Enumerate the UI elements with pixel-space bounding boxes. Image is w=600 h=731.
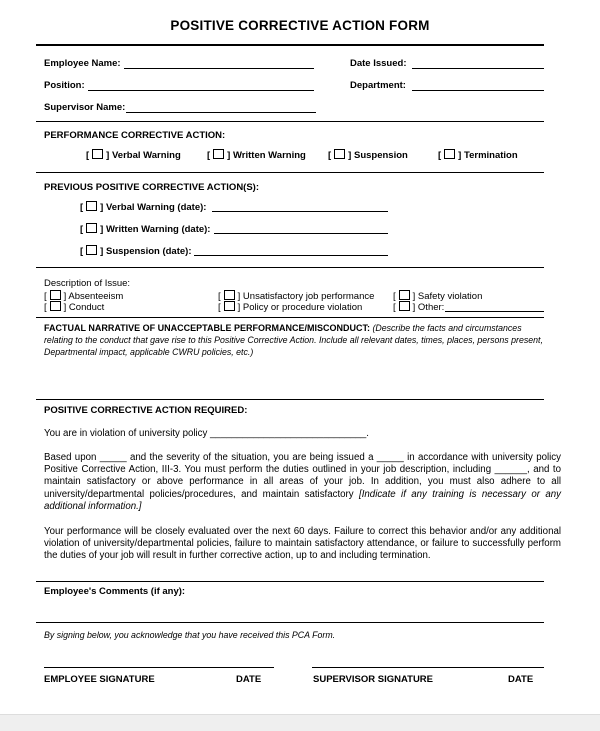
narrative-instructions-cont: circumstances relating to the conduct that gave rise to this Positive Corrective Action. Include all relevant dates, times, places, persons present, Departmental impact, applicable CWRU policies, etc.): [44, 323, 543, 357]
previous-suspension[interactable]: [ ] Suspension (date):: [80, 246, 192, 257]
checkbox[interactable]: [86, 223, 97, 233]
checkbox[interactable]: [92, 149, 103, 159]
paragraph-terms-note: [Indicate if any training is necessary or any additional information.]: [44, 488, 561, 512]
option-label: Termination: [463, 150, 518, 161]
checkbox[interactable]: [86, 245, 97, 255]
employee-date-label: DATE: [236, 674, 262, 685]
option-label: Written Warning: [232, 150, 306, 161]
issue-other-field[interactable]: [445, 301, 544, 312]
required-heading: POSITIVE CORRECTIVE ACTION REQUIRED:: [44, 405, 248, 416]
checkbox[interactable]: [86, 201, 97, 211]
supervisor-date-label: DATE: [508, 674, 534, 685]
checkbox[interactable]: [213, 149, 224, 159]
option-label: Policy or procedure violation: [242, 302, 363, 313]
option-label: Suspension: [353, 150, 408, 161]
paragraph-terms-text: Based upon _____ and the severity of the situation, you are being issued a _____ in accordance with university policy Positive Corrective Action, III-3. You must perform the duties outlined in your job description, including ______, and to maintain satisfactory or above performance in all areas of your job. In addition, you must also adhere to all university/departmental policies/procedures, and maintain satisfactory: [44, 452, 561, 500]
option-written-warning[interactable]: [ ] Written Warning: [207, 150, 306, 161]
checkbox[interactable]: [444, 149, 455, 159]
narrative-input-area[interactable]: [44, 362, 544, 398]
checkbox[interactable]: [399, 301, 410, 311]
supervisor-signature-line[interactable]: [312, 667, 544, 668]
divider: [36, 317, 544, 318]
position-field[interactable]: [88, 80, 314, 91]
issue-unsatisfactory-performance[interactable]: [ ] Unsatisfactory job performance: [218, 291, 375, 302]
violation-text: You are in violation of university policy: [44, 428, 208, 439]
divider: [36, 267, 544, 268]
acknowledgement-text: By signing below, you acknowledge that you have received this PCA Form.: [44, 630, 336, 640]
checkbox[interactable]: [399, 290, 410, 300]
previous-verbal-date-field[interactable]: [212, 201, 388, 212]
issue-other[interactable]: [ ] Other:: [393, 302, 445, 313]
performance-heading: PERFORMANCE CORRECTIVE ACTION:: [44, 130, 226, 141]
divider: [36, 44, 544, 46]
divider: [36, 172, 544, 173]
option-label: Absenteeism: [68, 291, 124, 302]
previous-suspension-date-field[interactable]: [194, 245, 388, 256]
option-label: Verbal Warning: [111, 150, 181, 161]
supervisor-name-label: Supervisor Name:: [44, 102, 126, 113]
checkbox[interactable]: [50, 290, 61, 300]
checkbox[interactable]: [334, 149, 345, 159]
option-verbal-warning[interactable]: [ ] Verbal Warning: [86, 150, 181, 161]
option-termination[interactable]: [ ] Termination: [438, 150, 518, 161]
employee-name-field[interactable]: [124, 58, 314, 69]
paragraph-evaluation: Your performance will be closely evaluated over the next 60 days. Failure to correct this behavior and/or any additional violation of university/departmental policies, failure to maintain satisfactory attendance, or failure to successfully perform the duties of your job will result in further corrective action, up to and including termination.: [44, 526, 561, 562]
violation-line: [44, 428, 369, 439]
option-label: Safety violation: [417, 291, 483, 302]
option-suspension[interactable]: [ ] Suspension: [328, 150, 408, 161]
paragraph-terms: [44, 452, 561, 513]
issue-absenteeism[interactable]: [ ] Absenteeism: [44, 291, 124, 302]
option-label: Conduct: [68, 302, 105, 313]
divider: [36, 121, 544, 122]
checkbox[interactable]: [224, 290, 235, 300]
narrative-text: [44, 322, 549, 358]
issue-policy-violation[interactable]: [ ] Policy or procedure violation: [218, 302, 363, 313]
issue-safety-violation[interactable]: [ ] Safety violation: [393, 291, 483, 302]
narrative-instructions: (Describe the facts and: [372, 323, 463, 333]
violation-blank[interactable]: _____________________________.: [210, 428, 369, 439]
date-issued-label: Date Issued:: [350, 58, 407, 69]
department-label: Department:: [350, 80, 406, 91]
comments-heading: Employee's Comments (if any):: [44, 586, 186, 597]
issue-conduct[interactable]: [ ] Conduct: [44, 302, 105, 313]
item-label: Verbal Warning (date):: [105, 202, 207, 213]
previous-verbal[interactable]: [ ] Verbal Warning (date):: [80, 202, 207, 213]
position-label: Position:: [44, 80, 85, 91]
option-label: Other:: [417, 302, 445, 313]
page-title: POSITIVE CORRECTIVE ACTION FORM: [170, 18, 430, 33]
comments-input-area[interactable]: [44, 600, 544, 620]
checkbox[interactable]: [224, 301, 235, 311]
divider: [36, 581, 544, 582]
divider: [36, 622, 544, 623]
narrative-heading: FACTUAL NARRATIVE OF UNACCEPTABLE PERFORMANCE/MISCONDUCT:: [44, 323, 370, 333]
previous-written[interactable]: [ ] Written Warning (date):: [80, 224, 211, 235]
issue-heading: Description of Issue:: [44, 278, 131, 289]
previous-heading: PREVIOUS POSITIVE CORRECTIVE ACTION(S):: [44, 182, 260, 193]
previous-written-date-field[interactable]: [214, 223, 388, 234]
department-field[interactable]: [412, 80, 544, 91]
supervisor-signature-label: SUPERVISOR SIGNATURE: [313, 674, 434, 685]
employee-signature-line[interactable]: [44, 667, 274, 668]
supervisor-name-field[interactable]: [126, 102, 316, 113]
checkbox[interactable]: [50, 301, 61, 311]
divider: [36, 399, 544, 400]
item-label: Written Warning (date):: [105, 224, 211, 235]
option-label: Unsatisfactory job performance: [242, 291, 375, 302]
page-footer-gutter: [0, 714, 600, 731]
employee-signature-label: EMPLOYEE SIGNATURE: [44, 674, 155, 685]
employee-name-label: Employee Name:: [44, 58, 121, 69]
date-issued-field[interactable]: [412, 58, 544, 69]
item-label: Suspension (date):: [105, 246, 192, 257]
